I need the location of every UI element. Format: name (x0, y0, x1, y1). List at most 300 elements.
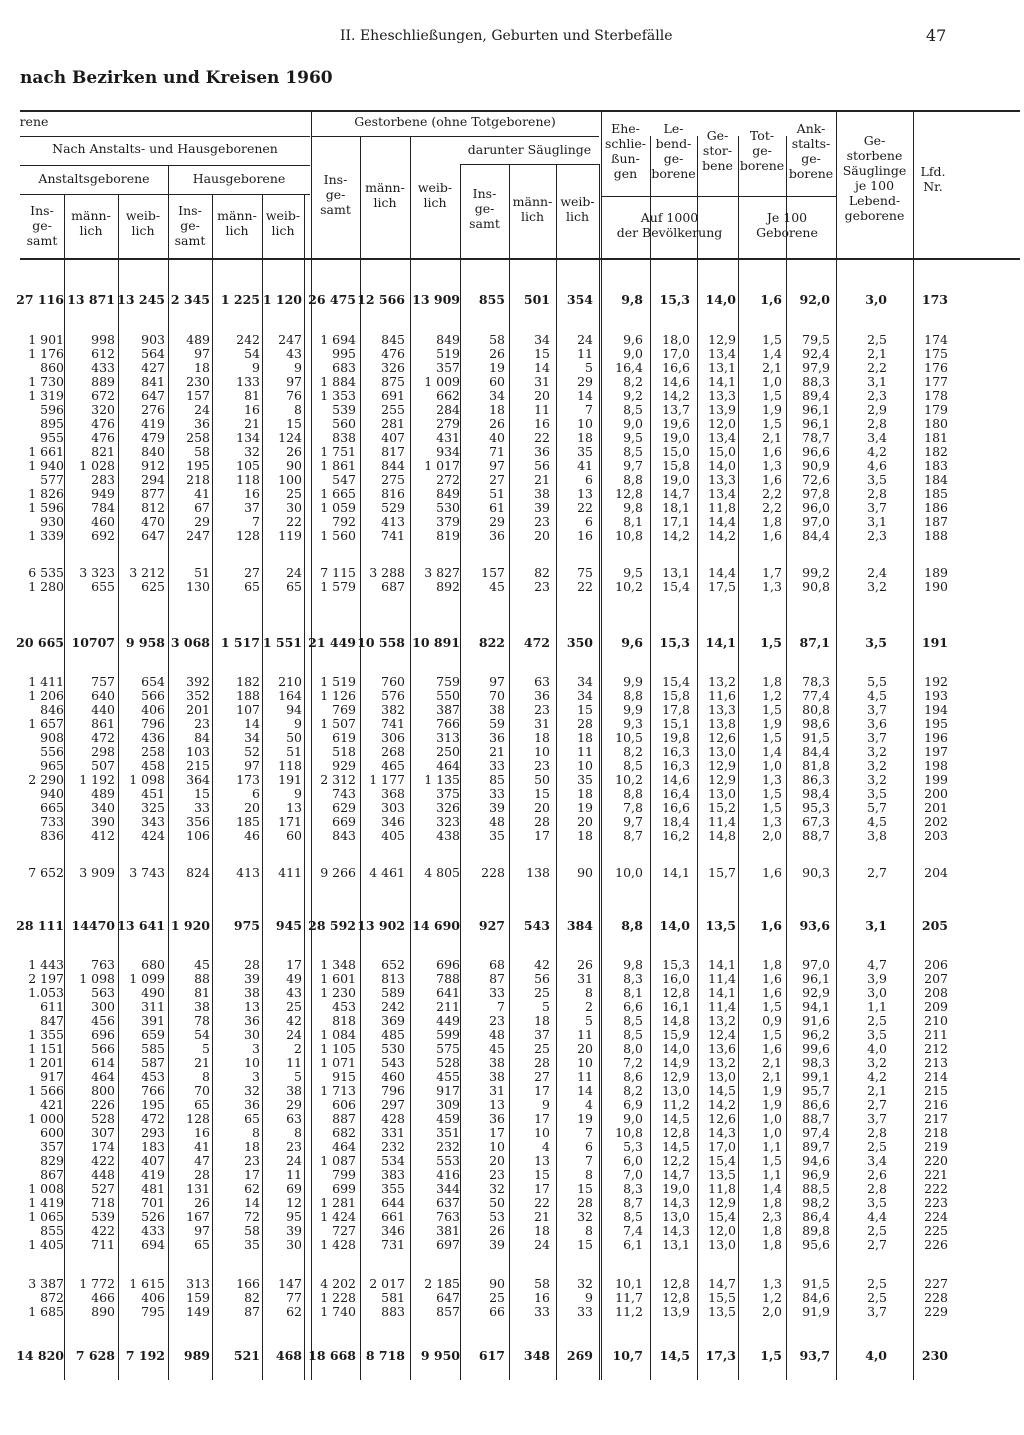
table-cell: 1 615 (129, 1276, 165, 1291)
table-cell: 2 312 (320, 772, 356, 787)
header-saeugl-insgesamt: Ins- ge- samt (469, 186, 500, 231)
table-cell: 3,7 (867, 1111, 887, 1126)
table-cell: 4,2 (867, 444, 887, 459)
table-cell: 27 (489, 472, 505, 487)
table-cell: 912 (141, 458, 165, 473)
table-cell: 19,6 (662, 416, 690, 431)
row-number: 173 (921, 292, 948, 307)
table-cell: 18 668 (308, 1348, 356, 1363)
row-number: 210 (924, 1013, 948, 1028)
table-cell: 472 (523, 635, 550, 650)
table-cell: 7,2 (623, 1055, 643, 1070)
table-cell: 34 (577, 674, 593, 689)
table-cell: 357 (436, 360, 460, 375)
table-cell: 8,5 (623, 402, 643, 417)
table-cell: 379 (436, 514, 460, 529)
table-cell: 62 (286, 1304, 302, 1319)
table-cell: 8,2 (623, 1083, 643, 1098)
row-number: 183 (924, 458, 948, 473)
table-cell: 412 (91, 828, 115, 843)
table-cell: 23 (534, 579, 550, 594)
row-number: 205 (921, 918, 948, 933)
table-cell: 1 135 (424, 772, 460, 787)
table-cell: 89,8 (802, 1223, 830, 1238)
table-cell: 56 (534, 971, 550, 986)
table-cell: 14,9 (662, 1055, 690, 1070)
table-cell: 33 (194, 800, 210, 815)
table-cell: 1 685 (28, 1304, 64, 1319)
table-cell: 2,3 (867, 528, 887, 543)
table-cell: 1 017 (424, 458, 460, 473)
table-cell: 11,2 (615, 1304, 643, 1319)
table-cell: 1 225 (220, 292, 260, 307)
table-cell: 2,1 (762, 360, 782, 375)
table-cell: 875 (381, 374, 405, 389)
table-cell: 98,6 (802, 716, 830, 731)
table-cell: 14 (577, 388, 593, 403)
table-cell: 13 641 (117, 918, 165, 933)
table-cell: 16,2 (662, 828, 690, 843)
table-cell: 10,2 (615, 579, 643, 594)
header-anstaltsgeborene: Anstaltsgeborene (38, 171, 150, 186)
table-cell: 19,0 (662, 430, 690, 445)
table-cell: 2,8 (867, 486, 887, 501)
table-cell: 97 (194, 346, 210, 361)
table-cell: 1,8 (762, 1237, 782, 1252)
table-cell: 892 (436, 579, 460, 594)
table-cell: 3,7 (867, 1304, 887, 1319)
table-cell: 440 (91, 702, 115, 717)
table-cell: 9 958 (125, 635, 165, 650)
table-cell: 640 (91, 688, 115, 703)
table-cell: 1 740 (320, 1304, 356, 1319)
table-cell: 18,4 (662, 814, 690, 829)
table-cell: 56 (534, 458, 550, 473)
table-cell: 16 (534, 1290, 550, 1305)
table-cell: 39 (286, 1223, 302, 1238)
table-cell: 247 (278, 332, 302, 347)
table-cell: 147 (278, 1276, 302, 1291)
table-cell: 14,7 (662, 486, 690, 501)
table-cell: 78 (194, 1013, 210, 1028)
table-cell: 65 (244, 579, 260, 594)
table-cell: 652 (381, 957, 405, 972)
table-cell: 8,1 (623, 985, 643, 1000)
table-cell: 14,2 (708, 528, 736, 543)
table-cell: 975 (233, 918, 260, 933)
table-cell: 188 (236, 688, 260, 703)
table-cell: 95,3 (802, 800, 830, 815)
table-cell: 2,4 (867, 565, 887, 580)
table-cell: 1 411 (28, 674, 64, 689)
table-cell: 490 (141, 985, 165, 1000)
table-cell: 67,3 (802, 814, 830, 829)
table-cell: 7 (585, 1125, 593, 1140)
table-cell: 1,5 (762, 999, 782, 1014)
table-cell: 95,6 (802, 1237, 830, 1252)
table-cell: 166 (236, 1276, 260, 1291)
table-cell: 661 (381, 1209, 405, 1224)
table-cell: 600 (40, 1125, 64, 1140)
table-cell: 547 (332, 472, 356, 487)
table-cell: 65 (244, 1111, 260, 1126)
table-cell: 18 (489, 402, 505, 417)
table-cell: 12,4 (708, 1027, 736, 1042)
table-cell: 614 (91, 1055, 115, 1070)
table-cell: 1,5 (762, 1153, 782, 1168)
table-cell: 1,8 (762, 1223, 782, 1238)
table-cell: 539 (332, 402, 356, 417)
table-cell: 41 (194, 486, 210, 501)
table-cell: 19 (577, 800, 593, 815)
table-cell: 23 (244, 1153, 260, 1168)
table-cell: 63 (534, 674, 550, 689)
table-cell: 78,3 (802, 674, 830, 689)
table-cell: 87 (489, 971, 505, 986)
table-cell: 13 902 (357, 918, 405, 933)
table-cell: 2,9 (867, 402, 887, 417)
table-cell: 96,1 (802, 971, 830, 986)
table-cell: 21 449 (308, 635, 356, 650)
table-cell: 4 461 (369, 865, 405, 880)
table-cell: 26 475 (308, 292, 356, 307)
table-cell: 6,9 (623, 1097, 643, 1112)
table-cell: 195 (186, 458, 210, 473)
table-cell: 518 (332, 744, 356, 759)
table-cell: 18,1 (662, 500, 690, 515)
table-cell: 655 (91, 579, 115, 594)
table-cell: 97,0 (802, 514, 830, 529)
table-cell: 718 (91, 1195, 115, 1210)
table-cell: 15,0 (708, 444, 736, 459)
table-cell: 453 (332, 999, 356, 1014)
table-cell: 19 (489, 360, 505, 375)
table-cell: 2 345 (170, 292, 210, 307)
table-cell: 15 (286, 416, 302, 431)
table-cell: 36 (489, 528, 505, 543)
table-cell: 4 805 (424, 865, 460, 880)
table-cell: 2,7 (867, 1097, 887, 1112)
table-cell: 364 (186, 772, 210, 787)
table-cell: 413 (381, 514, 405, 529)
table-cell: 25 (534, 1041, 550, 1056)
table-cell: 171 (278, 814, 302, 829)
table-cell: 422 (91, 1153, 115, 1168)
row-number: 199 (924, 772, 948, 787)
table-cell: 27 116 (16, 292, 64, 307)
table-cell: 818 (332, 1013, 356, 1028)
table-cell: 2,7 (867, 865, 887, 880)
table-cell: 3,5 (867, 1195, 887, 1210)
table-cell: 30 (286, 500, 302, 515)
table-cell: 1 098 (79, 971, 115, 986)
table-cell: 11,6 (708, 688, 736, 703)
table-cell: 1 694 (320, 332, 356, 347)
table-cell: 90 (286, 458, 302, 473)
table-cell: 354 (566, 292, 593, 307)
table-row (0, 527, 1024, 544)
table-cell: 11 (286, 1167, 302, 1182)
table-cell: 12,6 (708, 730, 736, 745)
table-cell: 13 (534, 1153, 550, 1168)
table-cell: 662 (436, 388, 460, 403)
table-cell: 949 (91, 486, 115, 501)
table-cell: 173 (236, 772, 260, 787)
table-cell: 351 (436, 1125, 460, 1140)
table-cell: 654 (141, 674, 165, 689)
table-cell: 90,8 (802, 579, 830, 594)
table-cell: 35 (244, 1237, 260, 1252)
table-cell: 58 (534, 1276, 550, 1291)
table-cell: 11,8 (708, 500, 736, 515)
table-cell: 326 (381, 360, 405, 375)
table-cell: 50 (534, 772, 550, 787)
table-cell: 0,9 (762, 1013, 782, 1028)
table-cell: 183 (141, 1139, 165, 1154)
table-cell: 1,6 (760, 918, 782, 933)
table-cell: 1 084 (320, 1027, 356, 1042)
table-cell: 14 (577, 1083, 593, 1098)
table-cell: 9 (252, 360, 260, 375)
table-cell: 276 (141, 402, 165, 417)
table-cell: 31 (534, 716, 550, 731)
table-cell: 211 (436, 999, 460, 1014)
table-cell: 8 (585, 1167, 593, 1182)
header-ges-insgesamt: Ins- ge- samt (320, 172, 351, 217)
header-haus-weiblich: weib- lich (265, 208, 301, 238)
table-cell: 18 (534, 1223, 550, 1238)
table-cell: 26 (489, 346, 505, 361)
table-cell: 130 (186, 579, 210, 594)
table-cell: 427 (141, 360, 165, 375)
table-cell: 27 (244, 565, 260, 580)
table-cell: 727 (332, 1223, 356, 1238)
table-cell: 424 (141, 828, 165, 843)
table-cell: 13,9 (662, 1304, 690, 1319)
row-number: 217 (924, 1111, 948, 1126)
table-cell: 174 (91, 1139, 115, 1154)
table-cell: 3,5 (867, 786, 887, 801)
table-cell: 915 (332, 1069, 356, 1084)
table-cell: 24 (534, 1237, 550, 1252)
table-cell: 519 (436, 346, 460, 361)
table-cell: 14,7 (708, 1276, 736, 1291)
table-cell: 1,3 (762, 772, 782, 787)
table-cell: 1,5 (762, 416, 782, 431)
table-cell: 694 (141, 1237, 165, 1252)
table-cell: 534 (381, 1153, 405, 1168)
table-cell: 92,4 (802, 346, 830, 361)
table-cell: 861 (91, 716, 115, 731)
table-cell: 4,5 (867, 688, 887, 703)
table-cell: 9 (585, 1290, 593, 1305)
table-cell: 320 (91, 402, 115, 417)
table-cell: 10 (577, 1055, 593, 1070)
table-cell: 17 (489, 1125, 505, 1140)
table-cell: 13,9 (708, 402, 736, 417)
table-cell: 325 (141, 800, 165, 815)
table-cell: 784 (91, 500, 115, 515)
table-cell: 36 (244, 1013, 260, 1028)
table-cell: 27 (534, 1069, 550, 1084)
header-rene: rene (19, 114, 49, 129)
table-cell: 92,9 (802, 985, 830, 1000)
table-cell: 35 (489, 828, 505, 843)
table-cell: 9,5 (623, 430, 643, 445)
table-cell: 813 (381, 971, 405, 986)
table-cell: 313 (436, 730, 460, 745)
table-cell: 3 (252, 1069, 260, 1084)
table-cell: 88,5 (802, 1181, 830, 1196)
table-cell: 33 (489, 758, 505, 773)
table-cell: 26 (577, 957, 593, 972)
row-number: 221 (924, 1167, 948, 1182)
table-cell: 10,7 (612, 1348, 643, 1363)
table-cell: 18 (534, 730, 550, 745)
table-cell: 3 387 (28, 1276, 64, 1291)
table-cell: 391 (141, 1013, 165, 1028)
table-cell: 29 (577, 374, 593, 389)
table-cell: 25 (534, 985, 550, 1000)
table-cell: 989 (183, 1348, 210, 1363)
table-cell: 29 (489, 514, 505, 529)
table-cell: 3,1 (867, 374, 887, 389)
table-cell: 1,3 (762, 1276, 782, 1291)
table-cell: 7,8 (623, 800, 643, 815)
table-cell: 97 (489, 458, 505, 473)
table-cell: 8,5 (623, 1027, 643, 1042)
table-cell: 5 (294, 1069, 302, 1084)
table-cell: 641 (436, 985, 460, 1000)
table-cell: 91,9 (802, 1304, 830, 1319)
table-cell: 15 (194, 786, 210, 801)
table-cell: 17,0 (708, 1139, 736, 1154)
table-cell: 887 (332, 1111, 356, 1126)
table-cell: 226 (91, 1097, 115, 1112)
table-cell: 2,0 (762, 828, 782, 843)
table-cell: 22 (286, 514, 302, 529)
table-cell: 191 (278, 772, 302, 787)
table-cell: 18 (244, 1139, 260, 1154)
table-cell: 1,2 (762, 688, 782, 703)
table-cell: 436 (141, 730, 165, 745)
table-cell: 81 (244, 388, 260, 403)
table-cell: 1,4 (762, 744, 782, 759)
table-cell: 1,9 (762, 402, 782, 417)
table-cell: 2,6 (867, 1167, 887, 1182)
table-cell: 2 017 (369, 1276, 405, 1291)
page-number: 47 (926, 26, 947, 45)
table-cell: 3,1 (865, 918, 887, 933)
table-cell: 119 (278, 528, 302, 543)
table-cell: 14,5 (708, 1083, 736, 1098)
table-cell: 795 (141, 1304, 165, 1319)
table-cell: 844 (381, 458, 405, 473)
table-cell: 824 (186, 865, 210, 880)
table-cell: 528 (91, 1111, 115, 1126)
row-number: 215 (924, 1083, 948, 1098)
table-cell: 21 (244, 416, 260, 431)
table-cell: 4 (542, 1139, 550, 1154)
table-cell: 821 (91, 444, 115, 459)
table-cell: 3 909 (79, 865, 115, 880)
table-cell: 599 (436, 1027, 460, 1042)
table-cell: 12,8 (662, 1276, 690, 1291)
table-cell: 128 (236, 528, 260, 543)
table-cell: 118 (236, 472, 260, 487)
table-cell: 87,1 (799, 635, 830, 650)
table-cell: 98,3 (802, 1055, 830, 1070)
table-cell: 8,0 (623, 1041, 643, 1056)
table-cell: 606 (332, 1097, 356, 1112)
table-cell: 70 (489, 688, 505, 703)
table-cell: 560 (332, 416, 356, 431)
page-subtitle: nach Bezirken und Kreisen 1960 (20, 68, 333, 88)
table-cell: 9,8 (621, 292, 643, 307)
table-cell: 11,7 (615, 1290, 643, 1305)
table-cell: 1 280 (28, 579, 64, 594)
header-haus-maennlich: männ- lich (217, 208, 257, 238)
table-cell: 16,4 (615, 360, 643, 375)
table-cell: 11,4 (708, 999, 736, 1014)
table-cell: 665 (40, 800, 64, 815)
table-cell: 1,6 (762, 444, 782, 459)
table-cell: 527 (91, 1181, 115, 1196)
table-cell: 50 (489, 1195, 505, 1210)
table-cell: 5,7 (867, 800, 887, 815)
table-cell: 13,4 (708, 430, 736, 445)
table-cell: 6,1 (623, 1237, 643, 1252)
table-cell: 26 (489, 1223, 505, 1238)
table-cell: 3,5 (867, 1027, 887, 1042)
table-cell: 1 657 (28, 716, 64, 731)
table-cell: 796 (381, 1083, 405, 1098)
table-cell: 1 228 (320, 1290, 356, 1305)
table-cell: 883 (381, 1304, 405, 1319)
table-cell: 3,6 (867, 716, 887, 731)
table-cell: 2 (585, 999, 593, 1014)
table-cell: 877 (141, 486, 165, 501)
table-cell: 1 826 (28, 486, 64, 501)
table-cell: 23 (534, 702, 550, 717)
table-cell: 22 (534, 430, 550, 445)
table-cell: 157 (481, 565, 505, 580)
table-cell: 283 (91, 472, 115, 487)
table-cell: 24 (286, 1153, 302, 1168)
table-cell: 25 (489, 1290, 505, 1305)
header-auf-1000: Auf 1000 der Bevölkerung (616, 210, 723, 240)
table-cell: 10 558 (357, 635, 405, 650)
table-cell: 890 (91, 1304, 115, 1319)
table-cell: 4,5 (867, 814, 887, 829)
table-cell: 1 751 (320, 444, 356, 459)
table-cell: 1 151 (28, 1041, 64, 1056)
row-number: 188 (924, 528, 948, 543)
table-cell: 50 (286, 730, 302, 745)
table-cell: 20 (244, 800, 260, 815)
table-cell: 419 (141, 1167, 165, 1182)
table-cell: 5 (585, 360, 593, 375)
table-cell: 1 566 (28, 1083, 64, 1098)
table-cell: 39 (534, 500, 550, 515)
table-cell: 428 (381, 1111, 405, 1126)
row-number: 213 (924, 1055, 948, 1070)
table-cell: 37 (534, 1027, 550, 1042)
table-cell: 1 661 (28, 444, 64, 459)
table-cell: 934 (436, 444, 460, 459)
row-number: 189 (924, 565, 948, 580)
row-number: 230 (921, 1348, 948, 1363)
